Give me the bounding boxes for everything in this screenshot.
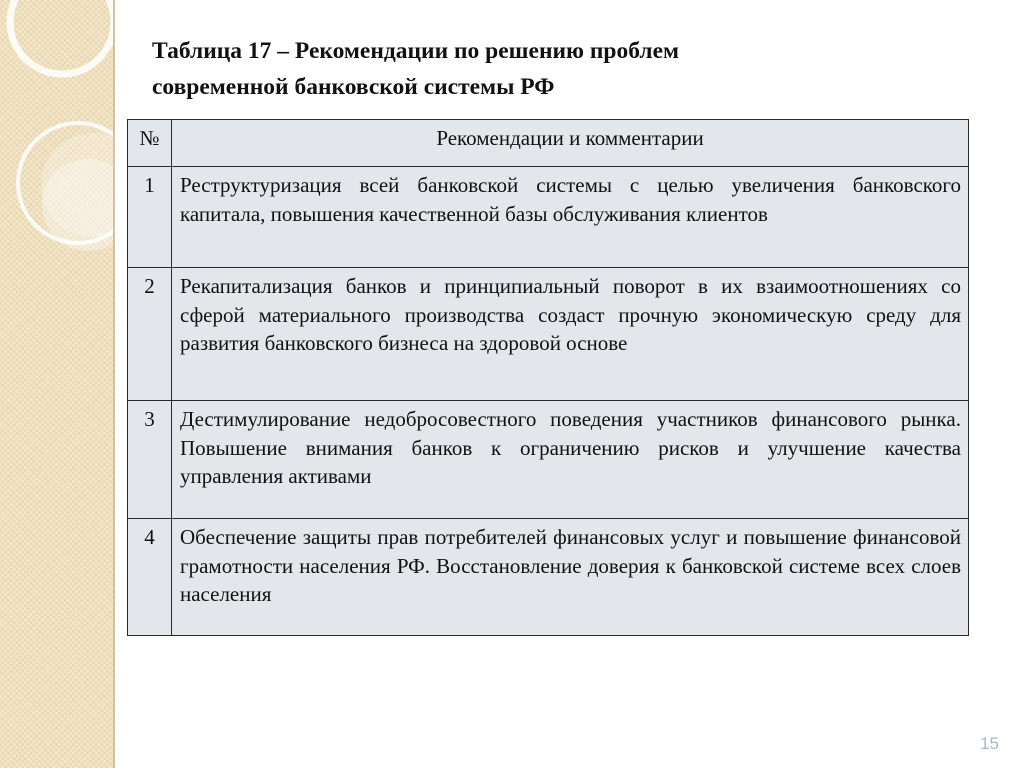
row-text: Реструктуризация всей банковской системы с целью увеличения банковского капитала, повышения качественной базы обслуживания клиентов xyxy=(172,167,969,268)
slide-title-line-1: Таблица 17 – Рекомендации по решению проблем xyxy=(152,38,680,64)
header-number: № xyxy=(128,120,172,167)
page-number: 15 xyxy=(980,734,999,753)
row-number: 1 xyxy=(128,167,172,268)
row-text: Дестимулирование недобросовестного поведения участников финансового рынка. Повышение внимания банков к ограничению рисков и улучшение качества управления активами xyxy=(172,401,969,519)
slide-title-line-2: современной банковской системы РФ xyxy=(152,74,555,100)
decorative-circles-graphic xyxy=(0,0,113,280)
table-row xyxy=(128,268,969,401)
slide-title xyxy=(152,33,972,105)
row-text: Обеспечение защиты прав потребителей финансовых услуг и повышение финансовой грамотности населения РФ. Восстановление доверия к банковской системе всех слоев населения xyxy=(172,519,969,636)
table-header-row xyxy=(128,120,969,167)
row-number: 4 xyxy=(128,519,172,636)
side-band-divider xyxy=(113,0,115,768)
row-number: 3 xyxy=(128,401,172,519)
recommendations-table xyxy=(127,119,969,636)
header-recommendations: Рекомендации и комментарии xyxy=(172,120,969,167)
row-text: Рекапитализация банков и принципиальный поворот в их взаимоотношениях со сферой материального производства создаст прочную экономическую среду для развития банковского бизнеса на здоровой основе xyxy=(172,268,969,401)
table-row xyxy=(128,401,969,519)
table-row xyxy=(128,167,969,268)
row-number: 2 xyxy=(128,268,172,401)
table-row xyxy=(128,519,969,636)
decorative-side-band xyxy=(0,0,113,768)
